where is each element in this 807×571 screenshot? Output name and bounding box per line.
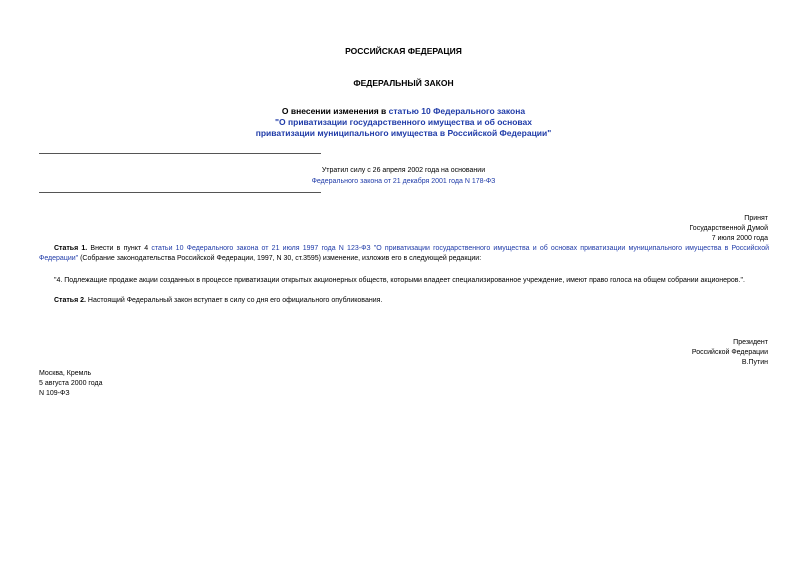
adopted-date: 7 июля 2000 года	[711, 235, 768, 242]
article-2-paragraph	[39, 296, 769, 306]
title-line-2[interactable]: "О приватизации государственного имущества и об основах	[274, 117, 532, 127]
signature-country: Российской Федерации	[691, 349, 768, 356]
article-2-text: Настоящий Федеральный закон вступает в силу со дня его официального опубликования.	[85, 297, 383, 304]
adopted-line2: Государственной Думой	[689, 225, 768, 232]
status-note-link[interactable]: Федерального закона от 21 декабря 2001 года N 178-ФЗ	[311, 178, 496, 185]
divider-bottom	[39, 192, 321, 193]
country-heading: РОССИЙСКАЯ ФЕДЕРАЦИЯ	[345, 46, 462, 56]
article-1-law-link[interactable]: статьи 10 Федерального закона от 21 июля 1997 года N 123-ФЗ "О приватизации государственного имущества и об основах приватизации муниципального имущества в Российской Федерации"	[39, 245, 769, 262]
place-line: Москва, Кремль	[39, 370, 92, 377]
article-1-text-b: (Собрание законодательства Российской Федерации, 1997, N 30, ст.3595) изменение, изложив его в следующей редакции:	[78, 254, 482, 262]
signature-name: В.Путин	[741, 359, 768, 366]
article-1-label: Статья 1.	[54, 245, 88, 252]
title-prefix: О внесении изменения в	[281, 106, 389, 116]
divider-top	[39, 153, 321, 154]
status-note-line1: Утратил силу с 26 апреля 2002 года на основании	[321, 167, 486, 174]
law-number: N 109-ФЗ	[39, 390, 70, 397]
date-line: 5 августа 2000 года	[39, 380, 103, 387]
title-line-3[interactable]: приватизации муниципального имущества в Российской Федерации"	[255, 128, 552, 138]
adopted-line1: Принят	[744, 215, 768, 222]
title-article-link[interactable]: статью 10 Федерального закона	[388, 106, 526, 116]
signature-title: Президент	[733, 339, 768, 346]
article-1-text-a: Внести в пункт 4	[87, 245, 152, 252]
doc-type-heading: ФЕДЕРАЛЬНЫЙ ЗАКОН	[353, 78, 454, 88]
law-title	[0, 106, 807, 117]
amendment-quote: "4. Подлежащие продаже акции созданных в процессе приватизации открытых акционерных обществ, которыми владеет специализированное учреждение, имеют право голоса на общем собрании акционеров.".	[54, 277, 745, 284]
article-2-label: Статья 2.	[54, 297, 86, 304]
article-1-paragraph	[39, 244, 769, 263]
